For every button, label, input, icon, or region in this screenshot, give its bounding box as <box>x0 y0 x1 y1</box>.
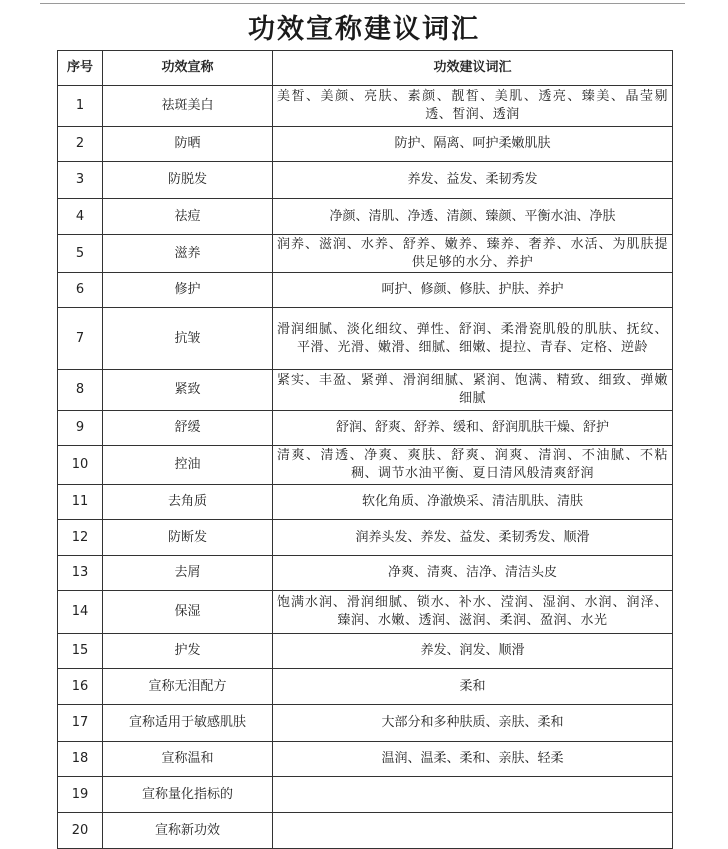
row-number: 8 <box>58 370 103 411</box>
row-claim: 宣称温和 <box>103 742 273 777</box>
row-number: 6 <box>58 273 103 308</box>
table-row <box>58 742 673 777</box>
row-claim: 宣称量化指标的 <box>103 777 273 813</box>
row-claim: 防断发 <box>103 520 273 556</box>
row-words: 清爽、清透、净爽、爽肤、舒爽、润爽、清润、不油腻、不粘稠、调节水油平衡、夏日清风般清爽舒润 <box>273 446 673 485</box>
row-number: 2 <box>58 127 103 162</box>
row-claim: 防晒 <box>103 127 273 162</box>
row-number: 17 <box>58 705 103 742</box>
row-number: 19 <box>58 777 103 813</box>
page-title: 功效宣称建议词汇 <box>248 14 480 45</box>
table-row <box>58 556 673 591</box>
row-number: 7 <box>58 308 103 370</box>
row-words <box>273 813 673 849</box>
row-words: 养发、润发、顺滑 <box>273 634 673 669</box>
row-claim: 去角质 <box>103 485 273 520</box>
row-claim: 滋养 <box>103 235 273 273</box>
row-words: 紧实、丰盈、紧弹、滑润细腻、紧润、饱满、精致、细致、弹嫩细腻 <box>273 370 673 411</box>
row-claim: 宣称适用于敏感肌肤 <box>103 705 273 742</box>
row-claim: 控油 <box>103 446 273 485</box>
row-number: 15 <box>58 634 103 669</box>
row-claim: 舒缓 <box>103 411 273 446</box>
row-number: 16 <box>58 669 103 705</box>
row-words: 润养头发、养发、益发、柔韧秀发、顺滑 <box>273 520 673 556</box>
table-row <box>58 777 673 813</box>
table-row <box>58 591 673 634</box>
row-claim: 宣称新功效 <box>103 813 273 849</box>
row-words: 润养、滋润、水养、舒养、嫩养、臻养、奢养、水活、为肌肤提供足够的水分、养护 <box>273 235 673 273</box>
row-claim: 防脱发 <box>103 162 273 199</box>
row-number: 12 <box>58 520 103 556</box>
row-words: 柔和 <box>273 669 673 705</box>
row-claim: 抗皱 <box>103 308 273 370</box>
row-words: 饱满水润、滑润细腻、锁水、补水、滢润、湿润、水润、润泽、臻润、水嫩、透润、滋润、柔润、盈润、水光 <box>273 591 673 634</box>
table-row <box>58 446 673 485</box>
row-words: 净颜、清肌、净透、清颜、臻颜、平衡水油、净肤 <box>273 199 673 235</box>
row-claim: 紧致 <box>103 370 273 411</box>
table-row <box>58 308 673 370</box>
row-words: 养发、益发、柔韧秀发 <box>273 162 673 199</box>
table-row <box>58 485 673 520</box>
row-number: 9 <box>58 411 103 446</box>
row-claim: 祛痘 <box>103 199 273 235</box>
row-number: 11 <box>58 485 103 520</box>
table-header-row <box>58 51 673 86</box>
row-number: 14 <box>58 591 103 634</box>
header-words: 功效建议词汇 <box>273 51 673 86</box>
row-claim: 护发 <box>103 634 273 669</box>
table-row <box>58 813 673 849</box>
table-row <box>58 411 673 446</box>
row-words: 软化角质、净澈焕采、清洁肌肤、清肤 <box>273 485 673 520</box>
table-row <box>58 370 673 411</box>
row-words: 温润、温柔、柔和、亲肤、轻柔 <box>273 742 673 777</box>
table-row <box>58 520 673 556</box>
row-words: 美皙、美颜、亮肤、素颜、靓皙、美肌、透亮、臻美、晶莹剔透、皙润、透润 <box>273 86 673 127</box>
table-row <box>58 127 673 162</box>
table-row <box>58 199 673 235</box>
table-row <box>58 705 673 742</box>
table-row <box>58 634 673 669</box>
row-words: 滑润细腻、淡化细纹、弹性、舒润、柔滑瓷肌般的肌肤、抚纹、平滑、光滑、嫩滑、细腻、细嫩、提拉、青春、定格、逆龄 <box>273 308 673 370</box>
row-words: 舒润、舒爽、舒养、缓和、舒润肌肤干燥、舒护 <box>273 411 673 446</box>
table-row <box>58 669 673 705</box>
row-words: 净爽、清爽、洁净、清洁头皮 <box>273 556 673 591</box>
row-claim: 修护 <box>103 273 273 308</box>
row-number: 4 <box>58 199 103 235</box>
table-row <box>58 273 673 308</box>
top-divider <box>40 3 685 4</box>
row-number: 18 <box>58 742 103 777</box>
table-row <box>58 235 673 273</box>
row-number: 3 <box>58 162 103 199</box>
row-number: 13 <box>58 556 103 591</box>
row-words: 防护、隔离、呵护柔嫩肌肤 <box>273 127 673 162</box>
claims-table <box>57 50 673 849</box>
row-claim: 保湿 <box>103 591 273 634</box>
table-row <box>58 162 673 199</box>
header-claim: 功效宣称 <box>103 51 273 86</box>
header-number: 序号 <box>58 51 103 86</box>
row-claim: 祛斑美白 <box>103 86 273 127</box>
row-words: 大部分和多种肤质、亲肤、柔和 <box>273 705 673 742</box>
row-number: 1 <box>58 86 103 127</box>
row-claim: 去屑 <box>103 556 273 591</box>
row-words <box>273 777 673 813</box>
row-number: 20 <box>58 813 103 849</box>
row-number: 10 <box>58 446 103 485</box>
row-claim: 宣称无泪配方 <box>103 669 273 705</box>
row-words: 呵护、修颜、修肤、护肤、养护 <box>273 273 673 308</box>
table-row <box>58 86 673 127</box>
row-number: 5 <box>58 235 103 273</box>
